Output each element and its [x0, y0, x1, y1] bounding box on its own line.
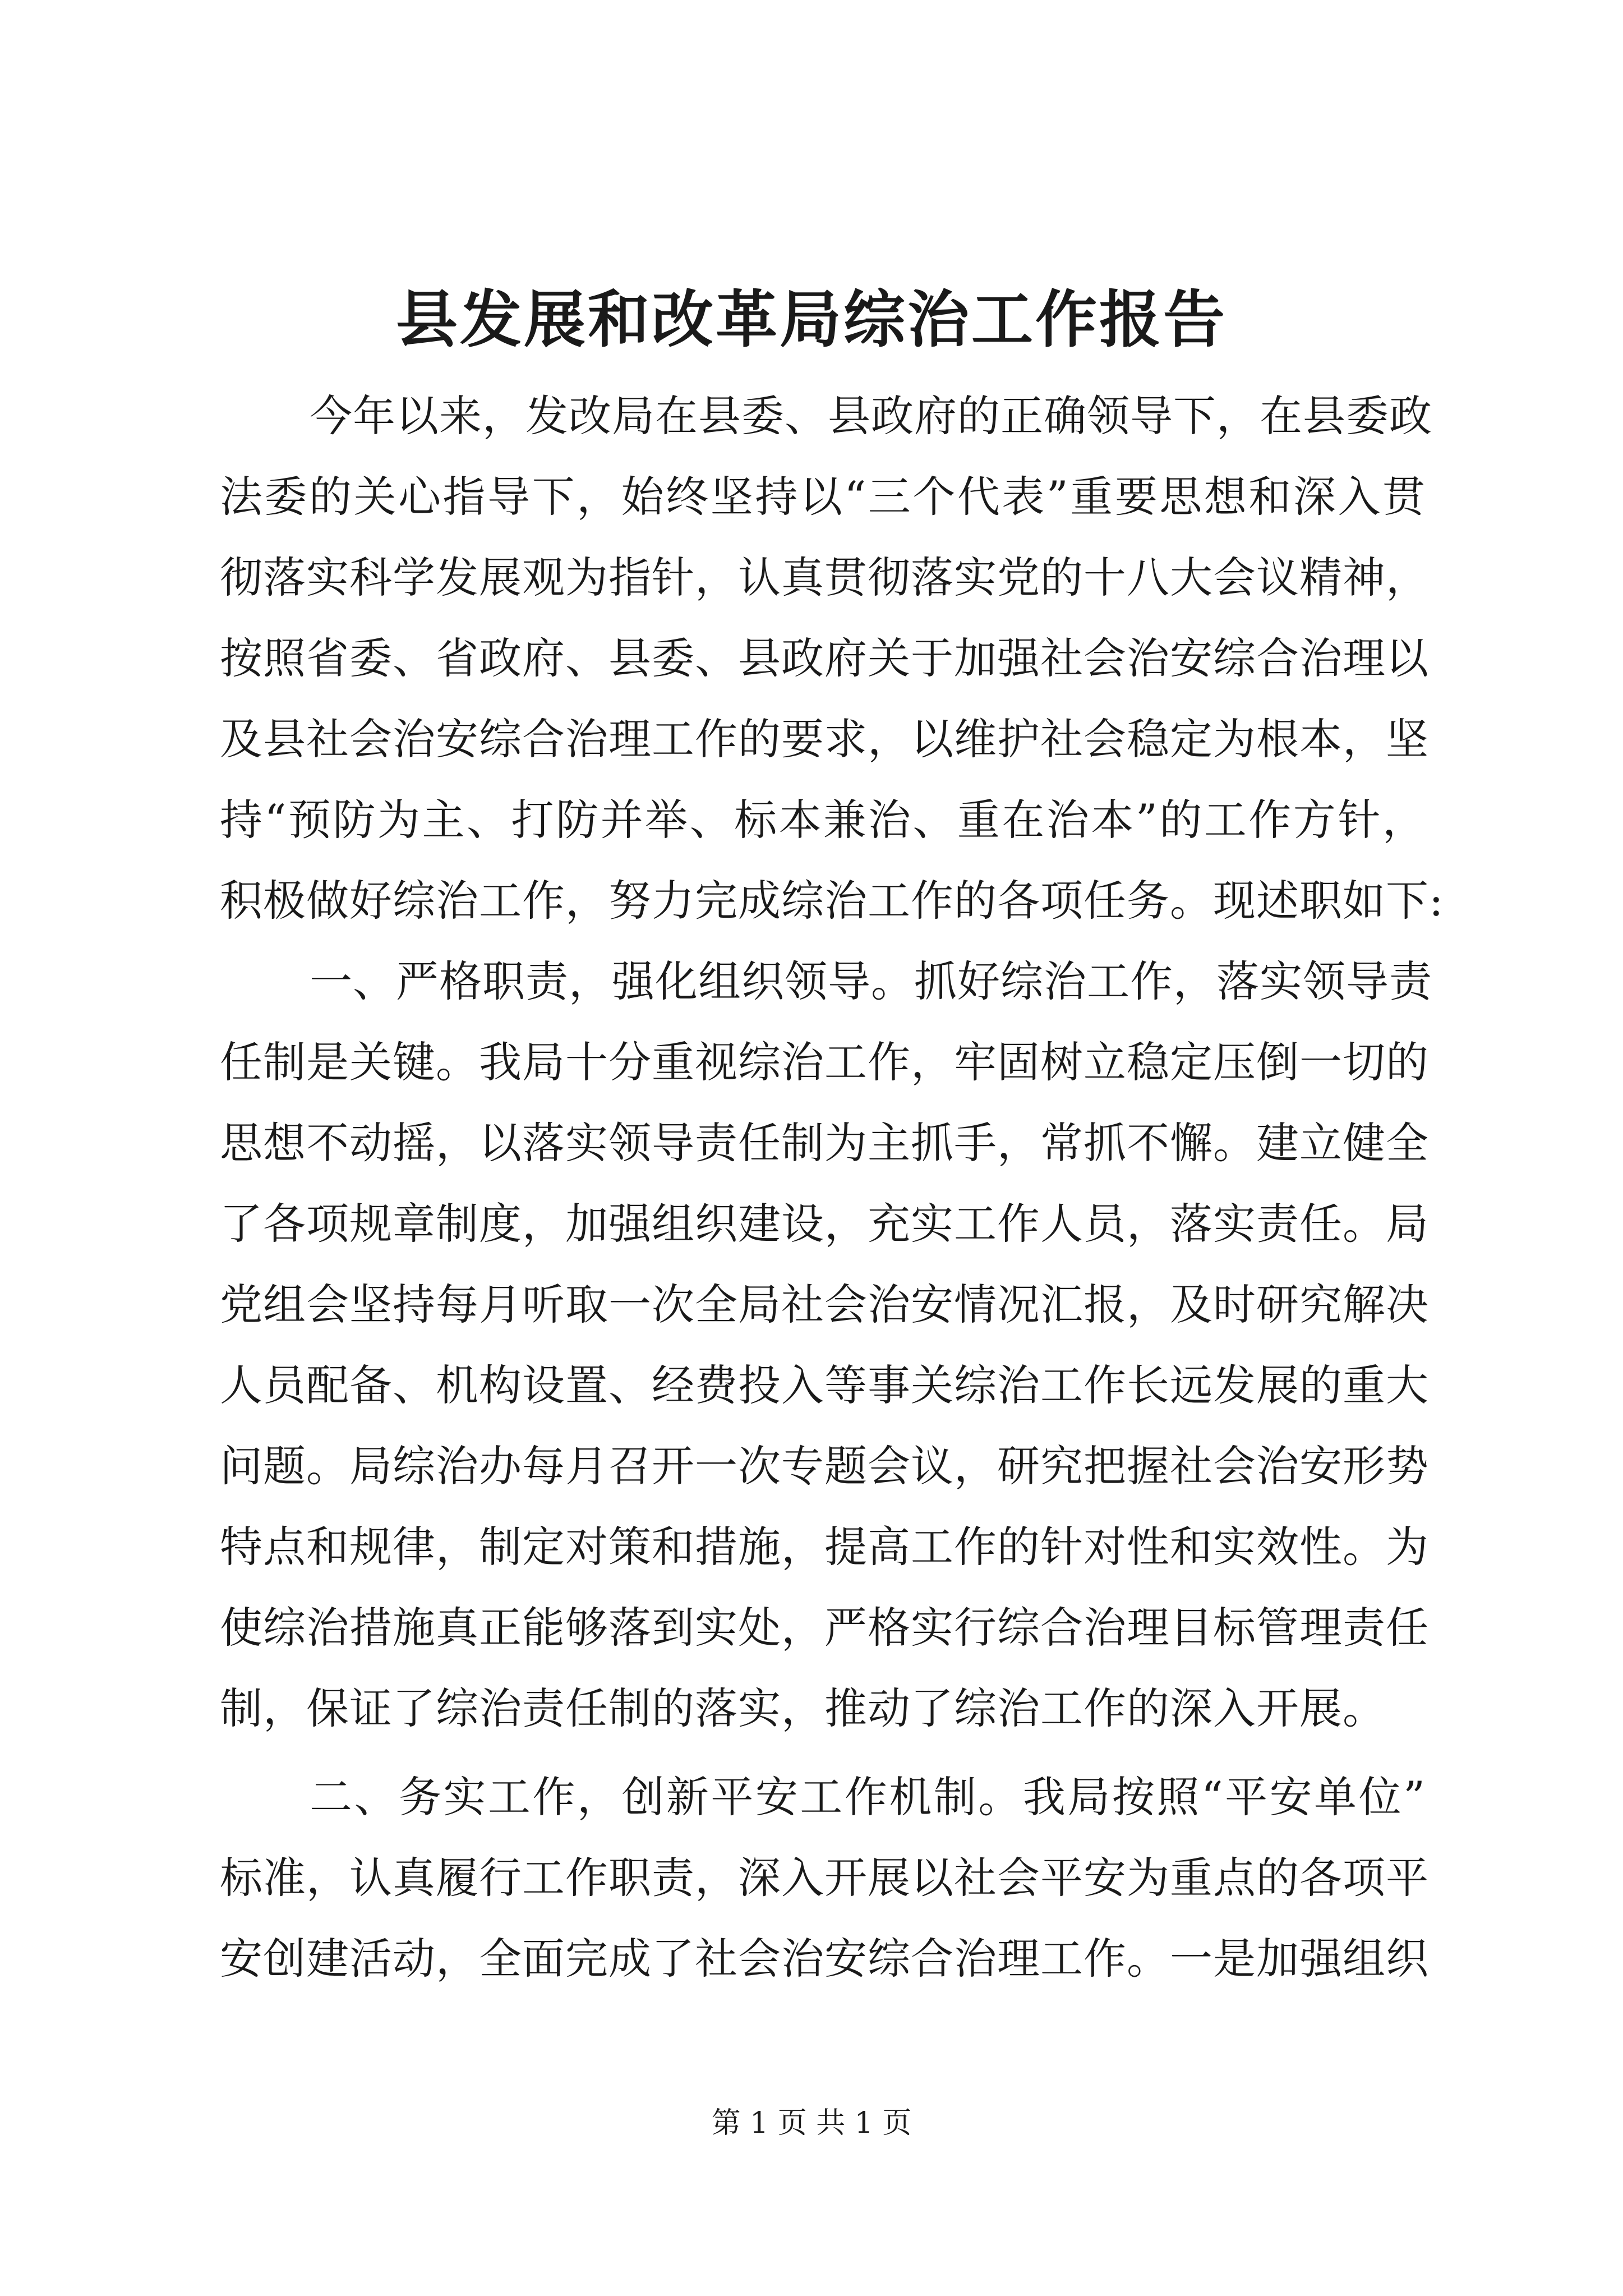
paragraph-1-line-5: 及县社会治安综合治理工作的要求，以维护社会稳定为根本，坚 [220, 714, 1429, 764]
paragraph-2-line-8: 特点和规律，制定对策和措施，提高工作的针对性和实效性。为 [220, 1522, 1429, 1572]
document-title: 县发展和改革局综治工作报告 [396, 283, 1227, 356]
paragraph-3-line-1: 二、务实工作，创新平安工作机制。我局按照“平安单位” [310, 1772, 1426, 1822]
paragraph-2-line-1: 一、严格职责，强化组织领导。抓好综治工作，落实领导责 [310, 956, 1432, 1006]
paragraph-1-line-7: 积极做好综治工作，努力完成综治工作的各项任务。现述职如下: [220, 876, 1444, 926]
paragraph-1-line-6: 持“预防为主、打防并举、标本兼治、重在治本”的工作方针， [220, 795, 1426, 845]
paragraph-1-line-1: 今年以来，发改局在县委、县政府的正确领导下，在县委政 [310, 391, 1432, 441]
paragraph-1-line-4: 按照省委、省政府、县委、县政府关于加强社会治安综合治理以 [220, 633, 1429, 683]
paragraph-2-line-5: 党组会坚持每月听取一次全局社会治安情况汇报，及时研究解决 [220, 1280, 1429, 1329]
paragraph-2-line-7: 问题。局综治办每月召开一次专题会议，研究把握社会治安形势 [220, 1441, 1429, 1491]
paragraph-3-line-3: 安创建活动，全面完成了社会治安综合治理工作。一是加强组织 [220, 1934, 1429, 1984]
paragraph-2-line-4: 了各项规章制度，加强组织建设，充实工作人员，落实责任。局 [220, 1199, 1429, 1249]
paragraph-1-line-2: 法委的关心指导下，始终坚持以“三个代表”重要思想和深入贯 [220, 472, 1426, 522]
paragraph-2-line-3: 思想不动摇，以落实领导责任制为主抓手，常抓不懈。建立健全 [220, 1118, 1429, 1168]
paragraph-3-line-2: 标准，认真履行工作职责，深入开展以社会平安为重点的各项平 [220, 1853, 1429, 1903]
paragraph-gap [220, 1749, 1426, 1757]
paragraph-2-line-10: 制，保证了综治责任制的落实，推动了综治工作的深入开展。 [220, 1683, 1386, 1733]
paragraph-2-line-6: 人员配备、机构设置、经费投入等事关综治工作长远发展的重大 [220, 1360, 1429, 1410]
paragraph-2-line-2: 任制是关键。我局十分重视综治工作，牢固树立稳定压倒一切的 [220, 1037, 1429, 1087]
page-number-footer: 第 1 页 共 1 页 [711, 2106, 912, 2140]
document-body [220, 376, 1444, 1999]
paragraph-1-line-3: 彻落实科学发展观为指针，认真贯彻落实党的十八大会议精神， [220, 553, 1429, 602]
paragraph-2-line-9: 使综治措施真正能够落到实处，严格实行综合治理目标管理责任 [220, 1603, 1429, 1653]
